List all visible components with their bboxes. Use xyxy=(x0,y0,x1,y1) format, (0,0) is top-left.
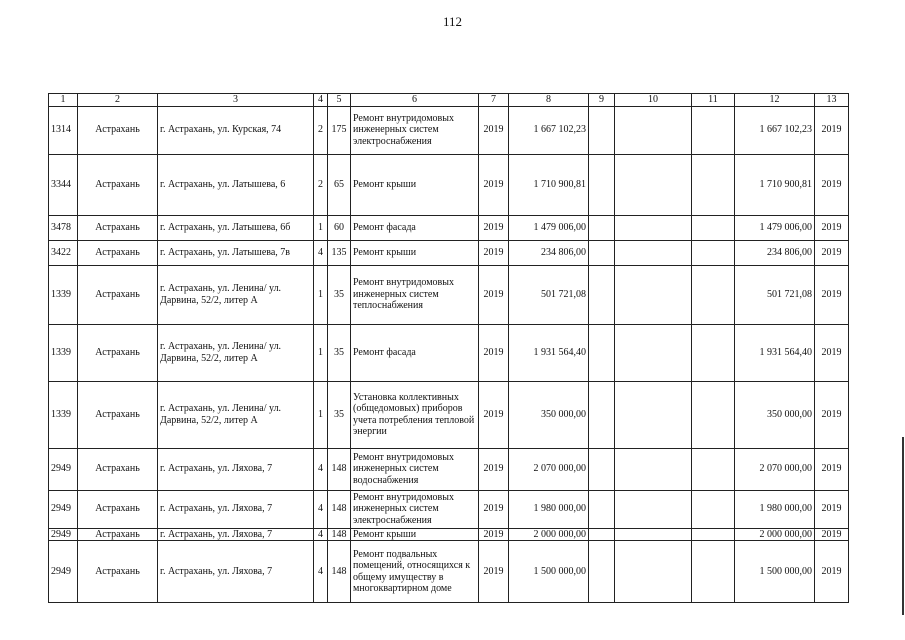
cell-apartments: 60 xyxy=(328,215,351,240)
cell-col-9 xyxy=(589,215,615,240)
cell-completion-year: 2019 xyxy=(815,490,849,528)
cell-col-10 xyxy=(615,541,692,603)
cell-year: 2019 xyxy=(479,154,509,215)
cell-apartments: 35 xyxy=(328,324,351,381)
cell-col-11 xyxy=(692,265,735,324)
cell-cost: 2 000 000,00 xyxy=(509,528,589,541)
cell-municipality: Астрахань xyxy=(78,215,158,240)
cell-col-9 xyxy=(589,106,615,154)
col-header-1: 1 xyxy=(49,94,78,107)
cell-municipality: Астрахань xyxy=(78,106,158,154)
cell-total-cost: 1 710 900,81 xyxy=(735,154,815,215)
cell-col-11 xyxy=(692,448,735,490)
cell-col-10 xyxy=(615,154,692,215)
page-number: 112 xyxy=(442,14,463,29)
cell-col-11 xyxy=(692,154,735,215)
table-row xyxy=(49,541,849,603)
cell-object-code: 1314 xyxy=(49,106,78,154)
table-row xyxy=(49,490,849,528)
cell-floors: 4 xyxy=(314,541,328,603)
cell-floors: 4 xyxy=(314,240,328,265)
cell-col-9 xyxy=(589,324,615,381)
cell-year: 2019 xyxy=(479,541,509,603)
table-row xyxy=(49,106,849,154)
col-header-10: 10 xyxy=(615,94,692,107)
cell-municipality: Астрахань xyxy=(78,381,158,448)
cell-apartments: 35 xyxy=(328,265,351,324)
cell-apartments: 148 xyxy=(328,490,351,528)
table-row xyxy=(49,324,849,381)
cell-col-11 xyxy=(692,215,735,240)
cell-col-11 xyxy=(692,528,735,541)
cell-col-10 xyxy=(615,381,692,448)
cell-address: г. Астрахань, ул. Ленина/ ул. Дарвина, 52/2, литер А xyxy=(158,381,314,448)
col-header-2: 2 xyxy=(78,94,158,107)
cell-object-code: 2949 xyxy=(49,541,78,603)
cell-apartments: 148 xyxy=(328,541,351,603)
table-row xyxy=(49,528,849,541)
cell-floors: 1 xyxy=(314,381,328,448)
cell-floors: 1 xyxy=(314,215,328,240)
cell-total-cost: 501 721,08 xyxy=(735,265,815,324)
cell-apartments: 175 xyxy=(328,106,351,154)
col-header-12: 12 xyxy=(735,94,815,107)
cell-col-10 xyxy=(615,215,692,240)
cell-address: г. Астрахань, ул. Курская, 74 xyxy=(158,106,314,154)
cell-year: 2019 xyxy=(479,381,509,448)
table-row xyxy=(49,215,849,240)
cell-floors: 1 xyxy=(314,324,328,381)
cell-col-11 xyxy=(692,490,735,528)
cell-col-10 xyxy=(615,240,692,265)
cell-cost: 2 070 000,00 xyxy=(509,448,589,490)
cell-municipality: Астрахань xyxy=(78,490,158,528)
cell-address: г. Астрахань, ул. Ляхова, 7 xyxy=(158,448,314,490)
cell-total-cost: 1 500 000,00 xyxy=(735,541,815,603)
col-header-6: 6 xyxy=(351,94,479,107)
cell-total-cost: 1 667 102,23 xyxy=(735,106,815,154)
cell-completion-year: 2019 xyxy=(815,265,849,324)
cell-col-9 xyxy=(589,490,615,528)
cell-completion-year: 2019 xyxy=(815,324,849,381)
cell-municipality: Астрахань xyxy=(78,265,158,324)
cell-work-type: Ремонт подвальных помещений, относящихся к общему имуществу в многоквартирном доме xyxy=(351,541,479,603)
cell-cost: 1 931 564,40 xyxy=(509,324,589,381)
scan-edge-mark xyxy=(902,437,904,615)
cell-cost: 1 667 102,23 xyxy=(509,106,589,154)
cell-col-9 xyxy=(589,381,615,448)
cell-address: г. Астрахань, ул. Латышева, 7в xyxy=(158,240,314,265)
cell-object-code: 2949 xyxy=(49,490,78,528)
table-row xyxy=(49,265,849,324)
cell-col-11 xyxy=(692,541,735,603)
cell-completion-year: 2019 xyxy=(815,541,849,603)
repair-program-table xyxy=(48,93,849,603)
cell-total-cost: 2 000 000,00 xyxy=(735,528,815,541)
cell-total-cost: 1 931 564,40 xyxy=(735,324,815,381)
cell-col-11 xyxy=(692,240,735,265)
cell-floors: 2 xyxy=(314,106,328,154)
cell-address: г. Астрахань, ул. Ляхова, 7 xyxy=(158,528,314,541)
col-header-5: 5 xyxy=(328,94,351,107)
table-row xyxy=(49,154,849,215)
cell-col-10 xyxy=(615,265,692,324)
cell-object-code: 3478 xyxy=(49,215,78,240)
cell-col-10 xyxy=(615,106,692,154)
cell-work-type: Ремонт крыши xyxy=(351,528,479,541)
cell-address: г. Астрахань, ул. Ляхова, 7 xyxy=(158,541,314,603)
cell-address: г. Астрахань, ул. Ленина/ ул. Дарвина, 52/2, литер А xyxy=(158,324,314,381)
cell-col-10 xyxy=(615,528,692,541)
cell-total-cost: 234 806,00 xyxy=(735,240,815,265)
cell-total-cost: 1 479 006,00 xyxy=(735,215,815,240)
cell-col-9 xyxy=(589,541,615,603)
col-header-11: 11 xyxy=(692,94,735,107)
cell-col-9 xyxy=(589,154,615,215)
cell-col-11 xyxy=(692,106,735,154)
cell-work-type: Ремонт внутридомовых инженерных систем водоснабжения xyxy=(351,448,479,490)
cell-apartments: 35 xyxy=(328,381,351,448)
cell-work-type: Ремонт крыши xyxy=(351,240,479,265)
cell-floors: 1 xyxy=(314,265,328,324)
cell-address: г. Астрахань, ул. Латышева, 6 xyxy=(158,154,314,215)
cell-floors: 2 xyxy=(314,154,328,215)
cell-object-code: 2949 xyxy=(49,528,78,541)
cell-work-type: Установка коллективных (общедомовых) приборов учета потребления тепловой энергии xyxy=(351,381,479,448)
cell-municipality: Астрахань xyxy=(78,154,158,215)
col-header-7: 7 xyxy=(479,94,509,107)
cell-col-10 xyxy=(615,324,692,381)
cell-cost: 350 000,00 xyxy=(509,381,589,448)
cell-object-code: 1339 xyxy=(49,381,78,448)
cell-year: 2019 xyxy=(479,324,509,381)
cell-cost: 234 806,00 xyxy=(509,240,589,265)
cell-col-10 xyxy=(615,448,692,490)
cell-municipality: Астрахань xyxy=(78,240,158,265)
cell-col-9 xyxy=(589,265,615,324)
cell-work-type: Ремонт фасада xyxy=(351,215,479,240)
column-number-row xyxy=(49,94,849,107)
cell-col-9 xyxy=(589,448,615,490)
cell-total-cost: 1 980 000,00 xyxy=(735,490,815,528)
cell-apartments: 65 xyxy=(328,154,351,215)
cell-address: г. Астрахань, ул. Ленина/ ул. Дарвина, 52/2, литер А xyxy=(158,265,314,324)
cell-work-type: Ремонт крыши xyxy=(351,154,479,215)
table-row xyxy=(49,448,849,490)
cell-year: 2019 xyxy=(479,215,509,240)
cell-completion-year: 2019 xyxy=(815,154,849,215)
cell-apartments: 148 xyxy=(328,448,351,490)
cell-cost: 501 721,08 xyxy=(509,265,589,324)
cell-municipality: Астрахань xyxy=(78,448,158,490)
col-header-4: 4 xyxy=(314,94,328,107)
cell-municipality: Астрахань xyxy=(78,324,158,381)
cell-year: 2019 xyxy=(479,106,509,154)
cell-col-11 xyxy=(692,381,735,448)
cell-municipality: Астрахань xyxy=(78,528,158,541)
col-header-13: 13 xyxy=(815,94,849,107)
cell-work-type: Ремонт внутридомовых инженерных систем электроснабжения xyxy=(351,490,479,528)
col-header-8: 8 xyxy=(509,94,589,107)
cell-work-type: Ремонт фасада xyxy=(351,324,479,381)
cell-completion-year: 2019 xyxy=(815,106,849,154)
cell-apartments: 148 xyxy=(328,528,351,541)
cell-municipality: Астрахань xyxy=(78,541,158,603)
cell-object-code: 1339 xyxy=(49,324,78,381)
cell-cost: 1 710 900,81 xyxy=(509,154,589,215)
col-header-3: 3 xyxy=(158,94,314,107)
cell-floors: 4 xyxy=(314,490,328,528)
table-row xyxy=(49,240,849,265)
cell-object-code: 2949 xyxy=(49,448,78,490)
cell-col-10 xyxy=(615,490,692,528)
cell-address: г. Астрахань, ул. Латышева, 6б xyxy=(158,215,314,240)
cell-object-code: 1339 xyxy=(49,265,78,324)
cell-col-11 xyxy=(692,324,735,381)
cell-total-cost: 2 070 000,00 xyxy=(735,448,815,490)
cell-completion-year: 2019 xyxy=(815,381,849,448)
cell-cost: 1 980 000,00 xyxy=(509,490,589,528)
cell-total-cost: 350 000,00 xyxy=(735,381,815,448)
cell-year: 2019 xyxy=(479,448,509,490)
col-header-9: 9 xyxy=(589,94,615,107)
cell-col-9 xyxy=(589,528,615,541)
cell-address: г. Астрахань, ул. Ляхова, 7 xyxy=(158,490,314,528)
cell-cost: 1 500 000,00 xyxy=(509,541,589,603)
cell-completion-year: 2019 xyxy=(815,240,849,265)
cell-completion-year: 2019 xyxy=(815,215,849,240)
cell-floors: 4 xyxy=(314,528,328,541)
table-row xyxy=(49,381,849,448)
cell-floors: 4 xyxy=(314,448,328,490)
cell-completion-year: 2019 xyxy=(815,528,849,541)
cell-object-code: 3422 xyxy=(49,240,78,265)
cell-work-type: Ремонт внутридомовых инженерных систем теплоснабжения xyxy=(351,265,479,324)
cell-year: 2019 xyxy=(479,265,509,324)
cell-object-code: 3344 xyxy=(49,154,78,215)
cell-year: 2019 xyxy=(479,490,509,528)
cell-work-type: Ремонт внутридомовых инженерных систем электроснабжения xyxy=(351,106,479,154)
cell-year: 2019 xyxy=(479,528,509,541)
cell-completion-year: 2019 xyxy=(815,448,849,490)
cell-apartments: 135 xyxy=(328,240,351,265)
cell-col-9 xyxy=(589,240,615,265)
cell-year: 2019 xyxy=(479,240,509,265)
cell-cost: 1 479 006,00 xyxy=(509,215,589,240)
